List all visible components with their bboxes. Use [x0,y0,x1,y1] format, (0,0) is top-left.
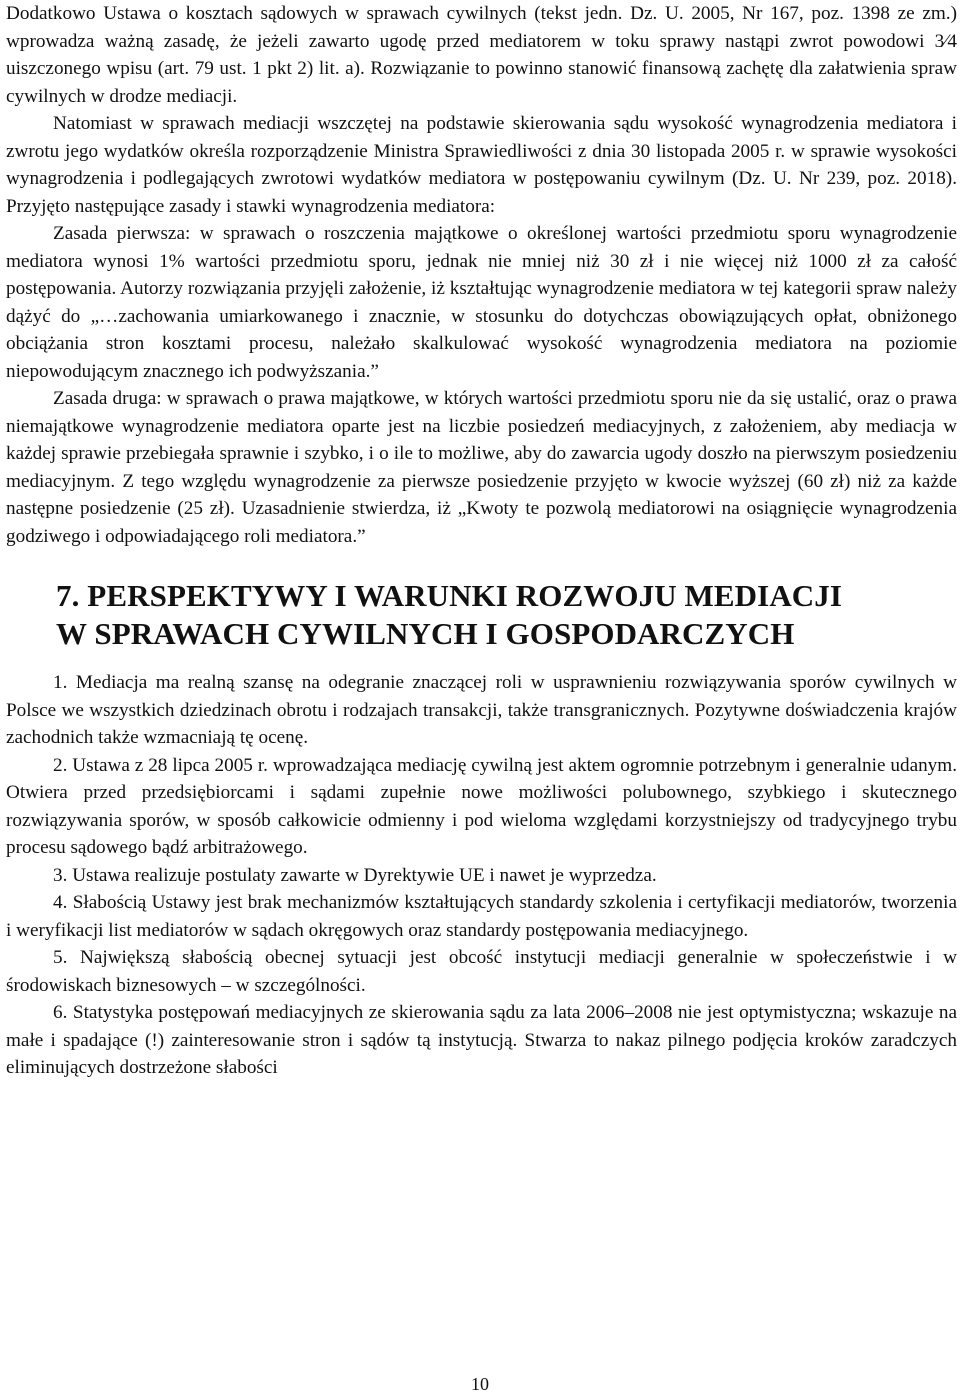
page-number: 10 [471,1374,489,1394]
paragraph-mediator-fees: Natomiast w sprawach mediacji wszczętej na podstawie skierowania sądu wysokość wynagrodzenia mediatora i zwrotu jego wydatków określa rozporządzenie Ministra Sprawiedliwości z dnia 30 listopada 2005 r. w sprawie wysokości wynagrodzenia i podlegających zwrotowi wydatków mediatora w postępowaniu cywilnym (Dz. U. Nr 239, poz. 2018). Przyjęto następujące zasady i stawki wynagrodzenia mediatora: [6,113,957,217]
paragraph-point-1: 1. Mediacja ma realną szansę na odegranie znaczącej roli w usprawnieniu rozwiązywania sporów cywilnych w Polsce we wszystkich dziedzinach obrotu i rodzajach transakcji, także transgranicznych. Pozytywne doświadczenia krajów zachodnich także wzmacniają tę ocenę. [6,672,957,748]
section-heading-line-2: W SPRAWACH CYWILNYCH I GOSPODARCZYCH [56,616,795,651]
section-heading [56,577,957,653]
paragraph-rule-two: Zasada druga: w sprawach o prawa majątkowe, w których wartości przedmiotu sporu nie da się ustalić, oraz o prawa niemajątkowe wynagrodzenie mediatora oparte jest na liczbie posiedzeń mediacyjnych, z założeniem, aby mediacja w każdej sprawie przebiegała sprawnie i szybko, i o ile to możliwe, aby do zawarcia ugody doszło na pierwszym posiedzeniu mediacyjnym. Z tego względu wynagrodzenie za pierwsze posiedzenie przyjęto w kwocie wyższej (60 zł) niż za każde następne posiedzenie (25 zł). Uzasadnienie stwierdza, iż „Kwoty te pozwolą mediatorowi na osiągnięcie wynagrodzenia godziwego i odpowiadającego roli mediatora.” [6,388,957,547]
paragraph-point-6: 6. Statystyka postępowań mediacyjnych ze skierowania sądu za lata 2006–2008 nie jest optymistyczna; wskazuje na małe i spadające (!) zainteresowanie stron i sądów tą instytucją. Stwarza to nakaz pilnego podjęcia kroków zaradczych eliminujących dostrzeżone słabości [6,1002,957,1078]
paragraph-point-3: 3. Ustawa realizuje postulaty zawarte w Dyrektywie UE i nawet je wyprzedza. [53,864,657,886]
paragraph-rule-one: Zasada pierwsza: w sprawach o roszczenia majątkowe o określonej wartości przedmiotu sporu wynagrodzenie mediatora wynosi 1% wartości przedmiotu sporu, jednak nie mniej niż 30 zł i nie więcej niż 1000 zł za całość postępowania. Autorzy rozwiązania przyjęli założenie, iż kształtując wynagrodzenie mediatora w tej kategorii spraw należy dążyć do „…zachowania umiarkowanego i znacznie, w stosunku do dotychczas obowiązujących opłat, obniżonego obciążania stron kosztami procesu, należało skalkulować wysokość wynagrodzenia mediatora na poziomie niepowodującym znacznego ich podwyższania.” [6,223,957,382]
paragraph-point-5: 5. Największą słabością obecnej sytuacji jest obcość instytucji mediacji generalnie w społeczeństwie i w środowiskach biznesowych – w szczególności. [6,947,957,996]
section-heading-line-1: 7. PERSPEKTYWY I WARUNKI ROZWOJU MEDIACJI [56,578,843,613]
paragraph-point-2: 2. Ustawa z 28 lipca 2005 r. wprowadzająca mediację cywilną jest aktem ogromnie potrzebnym i generalnie udanym. Otwiera przed przedsiębiorcami i sądami zupełnie nowe możliwości polubownego, szybkiego i skutecznego rozwiązywania sporów, w sposób całkowicie odmienny i pod wieloma względami korzystniejszy od tradycyjnego trybu procesu sądowego bądź arbitrażowego. [6,754,957,858]
document-page [6,0,957,1082]
paragraph-court-costs: Dodatkowo Ustawa o kosztach sądowych w sprawach cywilnych (tekst jedn. Dz. U. 2005, Nr 167, poz. 1398 ze zm.) wprowadza ważną zasadę, że jeżeli zawarto ugodę przed mediatorem w toku sprawy nastąpi zwrot powodowi 3⁄4 uiszczonego wpisu (art. 79 ust. 1 pkt 2) lit. a). Rozwiązanie to powinno stanowić finansową zachętę dla załatwienia spraw cywilnych w drodze mediacji. [6,3,957,107]
paragraph-point-4: 4. Słabością Ustawy jest brak mechanizmów kształtujących standardy szkolenia i certyfikacji mediatorów, tworzenia i weryfikacji list mediatorów w sądach okręgowych oraz standardy postępowania mediacyjnego. [6,892,957,941]
